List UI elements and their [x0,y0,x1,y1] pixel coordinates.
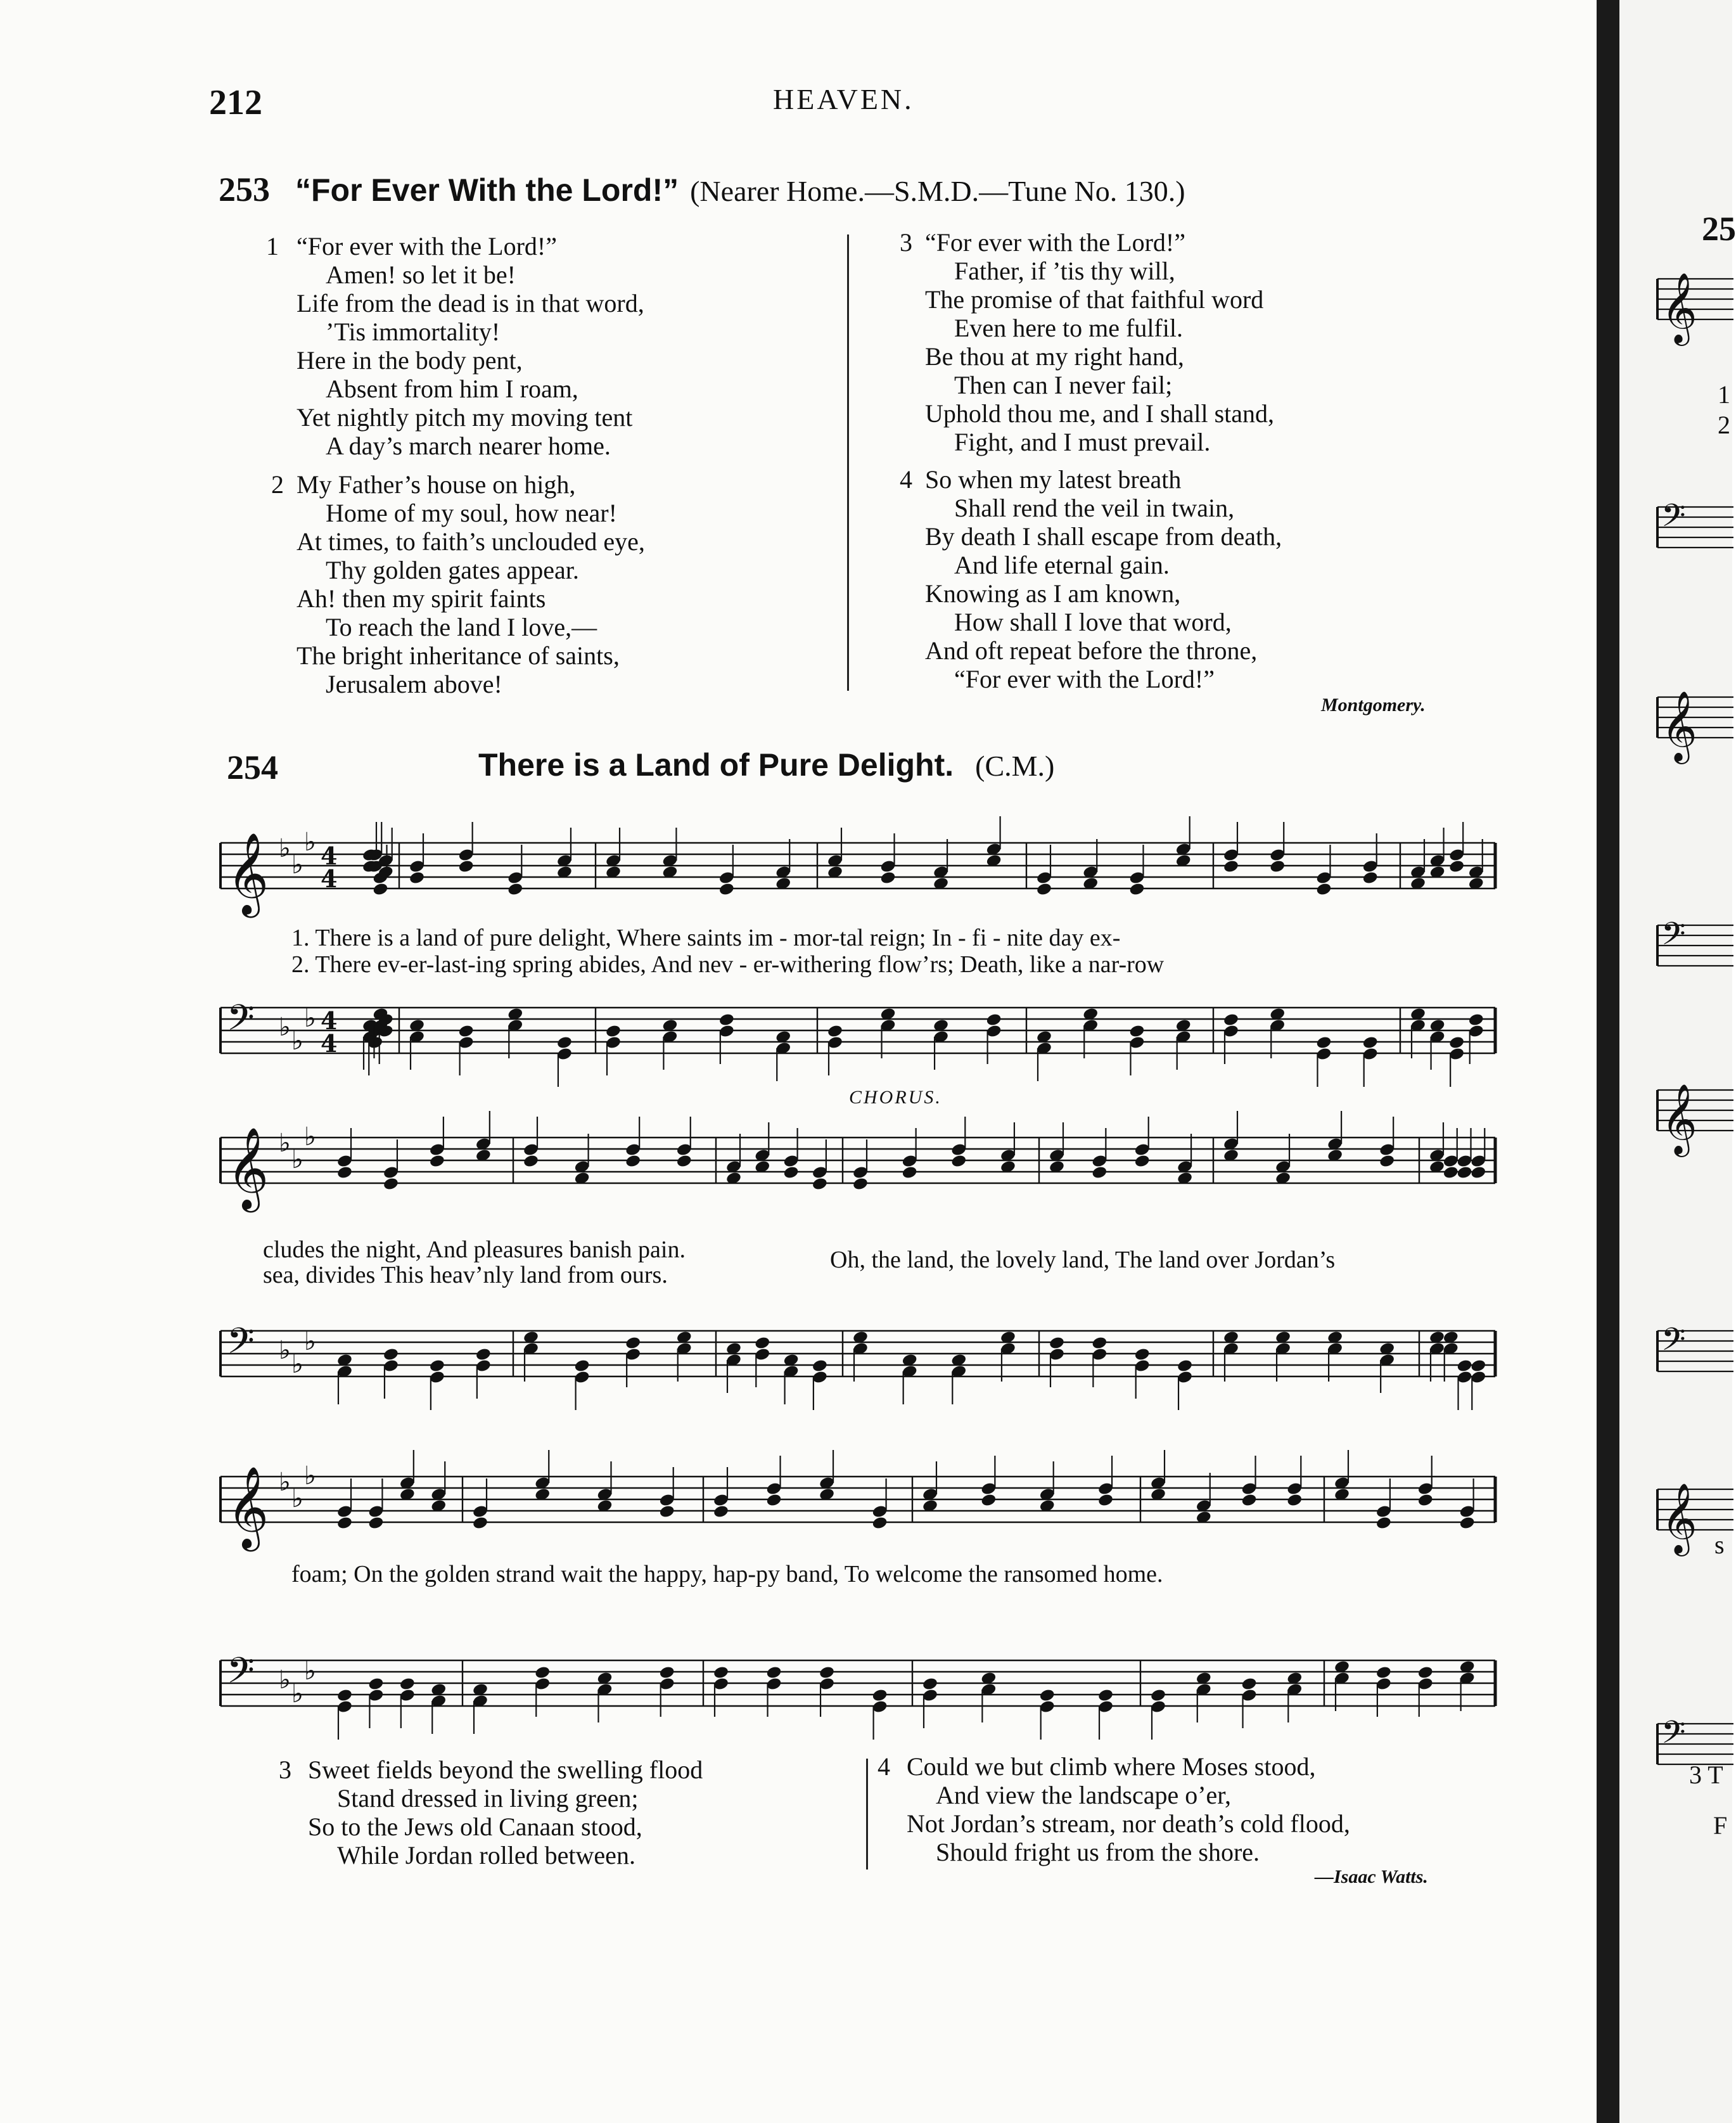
time-signature-bottom: 4 [321,1029,338,1058]
note-head [429,1154,445,1169]
note-head [1241,1677,1257,1691]
verse-line: Be thou at my right hand, [925,342,1184,371]
note-head [765,1493,782,1508]
flat-icon: ♭ [291,1027,303,1056]
note-head [819,1665,835,1680]
note-head [1134,1154,1151,1169]
note-head [372,882,388,897]
verse-line: Not Jordan’s stream, nor death’s cold flood, [907,1809,1350,1838]
time-signature-top: 4 [321,842,338,870]
verse-line: “For ever with the Lord!” [954,665,1215,693]
note-head [986,1013,1002,1027]
treble-staff-system-2 [215,1106,1502,1214]
note-head [1223,859,1239,874]
note-head [507,882,523,897]
verse-line: The bright inheritance of saints, [297,641,620,670]
note-head [980,1493,997,1508]
treble-clef-icon: 𝄞 [227,832,269,914]
flat-icon: ♭ [279,1013,291,1042]
verse-line: ’Tis immortality! [326,317,501,346]
bass-staff-system-3 [215,1603,1502,1730]
flat-icon: ♭ [291,850,303,880]
note-head [852,1177,869,1191]
note-head [336,1165,353,1180]
note-head [556,1036,573,1050]
note-head [1177,1359,1193,1373]
note-head [1456,1165,1472,1180]
note-head [659,1504,675,1519]
note-head [1470,1165,1486,1180]
hymn-254-verse-4 [878,1752,1350,1866]
note-head [1134,1347,1151,1362]
note-head [625,1154,641,1169]
note-head [1091,1336,1107,1350]
verse-number: 3 [900,228,912,257]
note-head [783,1165,800,1180]
time-signature-top: 4 [321,1006,338,1035]
note-head [1039,1688,1056,1703]
note-head [1459,1516,1476,1530]
hymn-253-verse-4 [900,465,1282,693]
verse-line: My Father’s house on high, [297,470,576,499]
flat-icon: ♭ [304,1122,316,1151]
bass-clef-icon: 𝄢 [227,1650,255,1700]
note-head [713,1504,729,1519]
note-head [872,1688,888,1703]
verse-line: Even here to me fulfil. [954,314,1183,342]
fragment-lyric: s [1714,1530,1725,1559]
column-divider [866,1759,868,1870]
note-head [409,871,425,885]
note-head [812,1177,828,1191]
note-head [1241,1493,1257,1508]
hymn-254-number: 254 [227,748,278,786]
treble-clef-icon: 𝄞 [1661,272,1697,343]
verse-number: 1 [266,232,279,260]
verse-line: Ah! then my spirit faints [297,584,546,613]
flat-icon: ♭ [279,1468,291,1497]
note-head [625,1336,641,1350]
hymn-253-number: 253 [219,170,270,208]
hymn-253-heading [219,170,1185,209]
note-head [812,1359,828,1373]
adjacent-staves [1645,266,1733,1850]
verse-line: Shall rend the veil in twain, [954,494,1235,522]
note-head [872,1516,888,1530]
bass-clef-icon: 𝄢 [227,1321,255,1371]
flat-icon: ♭ [304,1327,316,1356]
note-head [902,1165,918,1180]
note-head [827,1024,843,1039]
note-head [336,1516,353,1530]
hymn-254-verse-3 [279,1755,703,1870]
note-head [1417,1665,1434,1680]
bass-clef-icon: 𝄢 [227,997,255,1048]
treble-clef-icon: 𝄞 [1661,690,1697,761]
verse-line: Then can I never fail; [954,371,1173,399]
note-head [1315,1036,1332,1050]
chorus-label: CHORUS. [849,1087,942,1108]
verse-line: To reach the land I love,— [326,613,597,641]
column-divider [847,234,849,691]
note-head [458,859,475,874]
flat-icon: ♭ [291,1350,303,1379]
note-head [399,1677,416,1691]
flat-icon: ♭ [291,1145,303,1174]
note-head [534,1665,551,1680]
hymn-253-verse-1 [266,232,644,460]
note-head [922,1677,938,1691]
flat-icon: ♭ [279,1336,291,1365]
fragment-f: F [1713,1811,1728,1840]
verse-line: The promise of that faithful word [925,285,1264,314]
treble-staff-system-3 [215,1439,1502,1546]
verse-line: How shall I love that word, [954,608,1232,636]
note-head [1470,1359,1486,1373]
hymn-254-author: —Isaac Watts. [1315,1866,1428,1887]
note-head [1097,1493,1114,1508]
lyric-row-2-verse-1: cludes the night, And pleasures banish pain. [263,1236,686,1263]
note-head [475,1347,492,1362]
verse-line: Yet nightly pitch my moving tent [297,403,633,432]
verse-line: Jerusalem above! [326,670,502,698]
treble-staff-system-1 [215,818,1502,919]
hymn-254-heading [227,748,278,787]
verse-line: So when my latest breath [925,465,1182,494]
note-head [458,1024,475,1039]
verse-line: At times, to faith’s unclouded eye, [297,527,645,556]
note-head [1379,1154,1395,1169]
note-head [1097,1688,1114,1703]
binding-gutter [1597,0,1619,2123]
fragment-number: 25 [1702,210,1736,248]
flat-icon: ♭ [304,1657,316,1686]
hymn-253-title: “For Ever With the Lord!” [295,172,679,208]
verse-number: 4 [878,1752,890,1781]
verse-line: Thy golden gates appear. [326,556,579,584]
note-head [718,882,735,897]
flat-icon: ♭ [304,828,316,857]
hymn-253-verse-2 [271,470,645,698]
lyric-row-1-verse-1: 1. There is a land of pure delight, Where saints im - mor-tal reign; In - fi - nite day ex- [291,925,1121,951]
note-head [429,1359,445,1373]
note-head [472,1516,488,1530]
lyric-row-1-verse-2: 2. There ev-er-last-ing spring abides, And nev - er-withering flow’rs; Death, like a nar-row [291,951,1165,978]
note-head [1448,859,1465,874]
note-head [1128,1024,1145,1039]
note-head [713,1665,729,1680]
flat-icon: ♭ [304,1461,316,1491]
note-head [1443,1165,1459,1180]
flat-icon: ♭ [279,1129,291,1158]
note-head [1091,1165,1107,1180]
note-head [1286,1493,1303,1508]
chorus-lyric-1: Oh, the land, the lovely land, The land over Jordan’s [830,1247,1336,1273]
flat-icon: ♭ [279,834,291,863]
note-head [1375,1665,1392,1680]
hymn-253-author: Montgomery. [1321,695,1426,715]
hymn-253-meta: (Nearer Home.—S.M.D.—Tune No. 130.) [690,175,1185,207]
note-head [367,1677,384,1691]
note-head [1468,1013,1484,1027]
hymn-254-title: There is a Land of Pure Delight. [478,747,954,783]
verse-line: Here in the body pent, [297,346,523,375]
note-head [754,1336,770,1350]
fragment-verse-2: 2 [1718,411,1730,439]
note-head [1315,882,1332,897]
fragment-verse-3: 3 T [1689,1761,1723,1789]
flat-icon: ♭ [291,1679,303,1709]
hymn-254-title-block [478,747,1054,783]
verse-line: And view the landscape o’er, [936,1781,1231,1809]
note-head [1150,1688,1166,1703]
note-head [574,1359,590,1373]
treble-clef-icon: 𝄞 [227,1466,269,1548]
verse-line: Fight, and I must prevail. [954,428,1211,456]
bass-clef-icon: 𝄢 [1661,1714,1686,1759]
verse-line: While Jordan rolled between. [337,1841,635,1870]
lyric-row-2-verse-2: sea, divides This heav’nly land from ours. [263,1262,668,1288]
verse-line: Knowing as I am known, [925,579,1181,608]
verse-number: 3 [279,1755,291,1784]
verse-line: By death I shall escape from death, [925,522,1282,551]
note-head [383,1177,399,1191]
note-head [950,1154,967,1169]
bass-staff-system-1 [215,982,1502,1090]
verse-line: Father, if ’tis thy will, [954,257,1175,285]
note-head [1362,1036,1379,1050]
verse-line: “For ever with the Lord!” [297,232,557,260]
verse-line: Could we but climb where Moses stood, [907,1752,1316,1781]
verse-number: 4 [900,465,912,494]
bass-staff-system-2 [215,1286,1502,1413]
verse-line: Should fright us from the shore. [936,1838,1260,1866]
chorus-lyric-2: foam; On the golden strand wait the happy, hap-py band, To welcome the ransomed home. [291,1561,1163,1587]
verse-line: And life eternal gain. [954,551,1170,579]
verse-number: 2 [271,470,284,499]
note-head [1036,882,1052,897]
note-head [879,871,896,885]
flat-icon: ♭ [279,1665,291,1695]
note-head [765,1665,782,1680]
bass-clef-icon: 𝄢 [1661,1321,1686,1366]
note-head [676,1154,692,1169]
verse-line: Absent from him I roam, [326,375,578,403]
hymn-253-verse-3 [900,228,1274,456]
verse-line: Sweet fields beyond the swelling flood [308,1755,703,1784]
note-head [1128,882,1145,897]
bass-clef-icon: 𝄢 [1661,916,1686,960]
bass-clef-icon: 𝄢 [1661,497,1686,542]
verse-line: “For ever with the Lord!” [925,228,1185,257]
verse-line: And oft repeat before the throne, [925,636,1258,665]
adjacent-page-fragment [1619,0,1736,2123]
note-head [1456,1359,1472,1373]
verse-line: Uphold thou me, and I shall stand, [925,399,1275,428]
time-signature-bottom: 4 [321,864,338,893]
treble-clef-icon: 𝄞 [1661,1083,1697,1154]
note-head [336,1688,353,1703]
verse-line: So to the Jews old Canaan stood, [308,1812,642,1841]
note-head [1417,1493,1434,1508]
verse-line: A day’s march nearer home. [326,432,611,460]
note-head [1362,871,1379,885]
flat-icon: ♭ [291,1484,303,1513]
note-head [718,1013,735,1027]
verse-line: Amen! so let it be! [326,260,516,289]
note-head [1049,1336,1065,1350]
note-head [1448,1036,1465,1050]
note-head [523,1154,539,1169]
verse-line: Life from the dead is in that word, [297,289,644,317]
page-number: 212 [209,83,262,122]
note-head [659,1665,675,1680]
note-head [383,1347,399,1362]
verse-line: Home of my soul, how near! [326,499,617,527]
treble-clef-icon: 𝄞 [1661,1482,1697,1553]
flat-icon: ♭ [304,1004,316,1033]
note-head [1269,859,1286,874]
fragment-verse-1: 1 [1718,380,1730,409]
note-head [1223,1013,1239,1027]
section-title: HEAVEN. [773,83,914,115]
note-head [1375,1516,1392,1530]
verse-line: Stand dressed in living green; [337,1784,639,1812]
note-head [367,1516,384,1530]
hymn-254-meta: (C.M.) [975,750,1055,782]
treble-clef-icon: 𝄞 [227,1127,269,1209]
note-head [605,1024,622,1039]
